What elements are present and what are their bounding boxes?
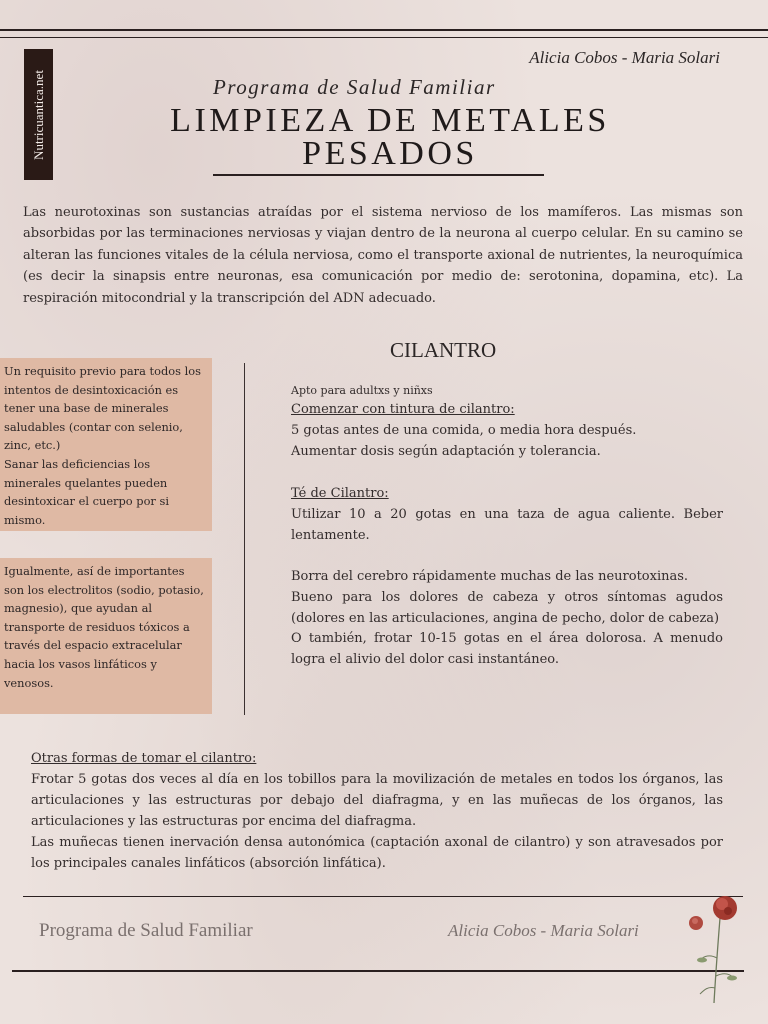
tincture-line2: Aumentar dosis según adaptación y tolerancia. [291, 443, 601, 459]
side-tab [24, 49, 53, 180]
header-authors: Alicia Cobos - Maria Solari [529, 48, 720, 67]
audience-note: Apto para adultxs y niñxs [291, 384, 433, 397]
footer-rule-bottom [12, 970, 744, 972]
note-box-minerals-text2: Sanar las deficiencias los minerales quelantes pueden desintoxicar el cuerpo por si mismo. [4, 456, 169, 527]
tincture-line1: 5 gotas antes de una comida, o media hora después. [291, 422, 637, 438]
top-rule-2 [0, 37, 768, 38]
brain-section [291, 567, 723, 671]
other-forms-section [31, 748, 723, 874]
footer-program: Programa de Salud Familiar [39, 920, 253, 941]
note-box-minerals [0, 358, 212, 531]
section-title: CILANTRO [390, 338, 497, 362]
header-program: Programa de Salud Familiar [213, 75, 496, 99]
tea-text: Utilizar 10 a 20 gotas en una taza de agua caliente. Beber lentamente. [291, 506, 723, 543]
footer-rule-top [23, 896, 743, 897]
other-forms-heading: Otras formas de tomar el cilantro: [31, 751, 257, 766]
brain-line2: Bueno para los dolores de cabeza y otros síntomas agudos (dolores en las articulaciones, angina de pecho, dolor de cabeza) [291, 589, 723, 626]
brain-line3: O también, frotar 10-15 gotas en el área dolorosa. A menudo logra el alivio del dolor casi instantáneo. [291, 631, 723, 668]
tincture-section [291, 400, 723, 462]
top-rule-1 [0, 29, 768, 31]
brain-line1: Borra del cerebro rápidamente muchas de las neurotoxinas. [291, 569, 689, 584]
note-box-electrolytes-text1: Igualmente, así de importantes son los electrolitos (sodio, potasio, magnesio), que ayudan al [4, 564, 204, 616]
column-divider [244, 363, 245, 715]
title-underline [213, 174, 544, 176]
other-forms-para1: Frotar 5 gotas dos veces al día en los tobillos para la movilización de metales en todos los órganos, las articulaciones y las estructuras por debajo del diafragma, y en las muñecas de los órganos, las articulaciones y las estructuras por encima del diafragma. [31, 772, 723, 829]
other-forms-para2: Las muñecas tienen inervación densa autonómica (captación axonal de cilantro) y son atravesados por los principales canales linfáticos (absorción linfática). [31, 835, 723, 871]
side-tab-label: Nutricuantica.net [30, 69, 46, 160]
note-box-electrolytes-text2: transporte de residuos tóxicos a través del espacio extracelular hacia los vasos linfáticos y venosos. [4, 619, 190, 690]
tincture-heading: Comenzar con tintura de cilantro: [291, 402, 515, 417]
page-title-line1: LIMPIEZA DE METALES [170, 102, 610, 139]
note-box-minerals-text1: Un requisito previo para todos los intentos de desintoxicación es tener una base de minerales saludables (contar con selenio, zinc, etc.) [4, 364, 201, 453]
note-box-electrolytes [0, 558, 212, 714]
tea-section [291, 484, 723, 546]
footer-authors: Alicia Cobos - Maria Solari [448, 921, 639, 940]
rose-illustration [680, 888, 750, 1008]
page-title-line2: PESADOS [302, 135, 478, 172]
intro-paragraph: Las neurotoxinas son sustancias atraídas por el sistema nervioso de los mamíferos. Las mismas son absorbidas por las terminaciones nerviosas y viajan dentro de la neurona al cuerpo celular. En su camino se alteran las funciones vitales de la célula nerviosa, como el transporte axional de nutrientes, la neuroquímica (es decir la sinapsis entre neuronas, esa comunicación por medio de: serotonina, dopamina, etc). La respiración mitocondrial y la transcripción del ADN adecuado. [23, 205, 743, 306]
tea-heading: Té de Cilantro: [291, 486, 389, 501]
